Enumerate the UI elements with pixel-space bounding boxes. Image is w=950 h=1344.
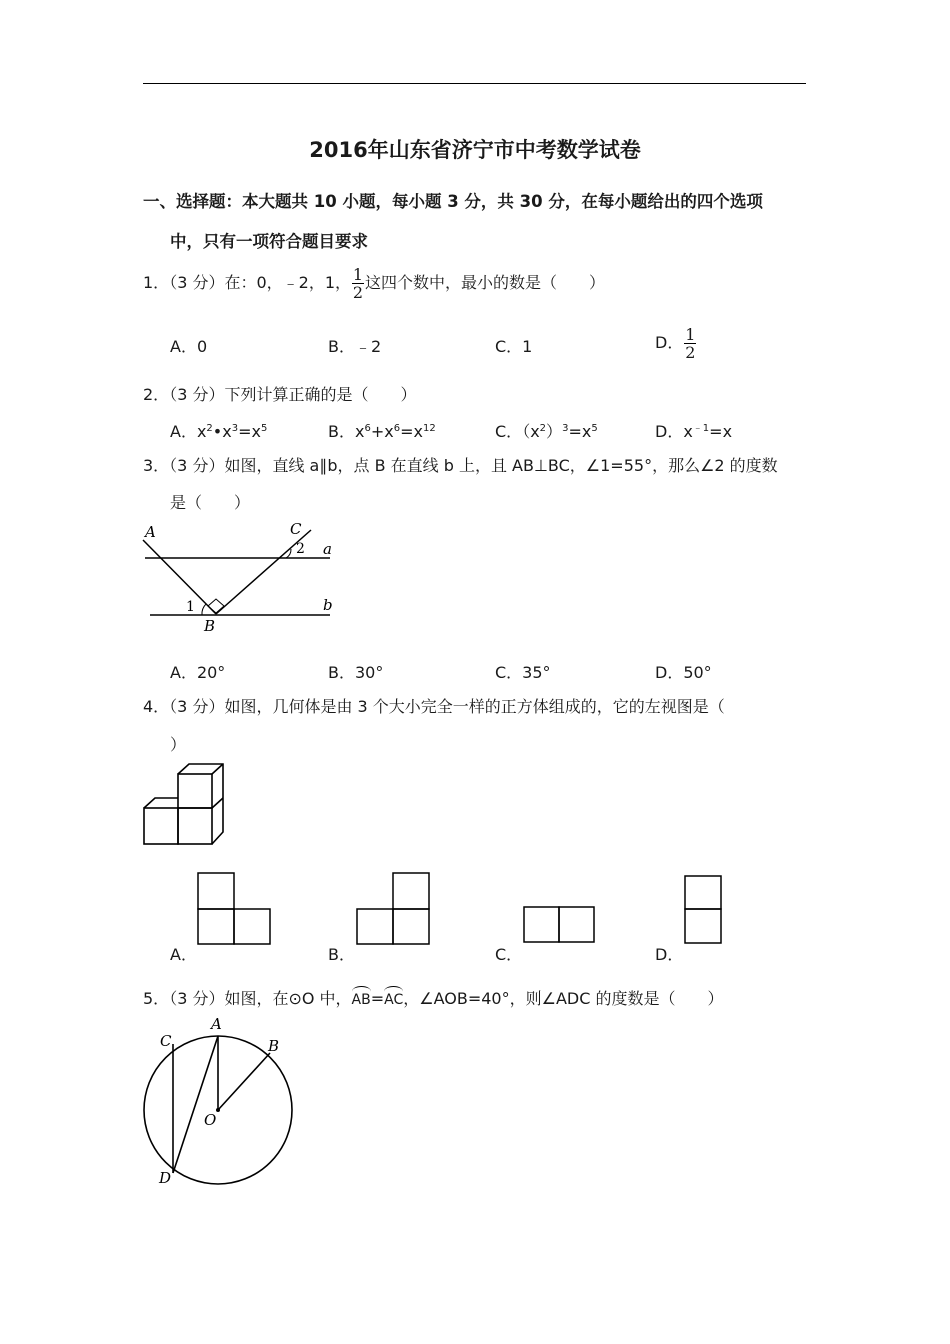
q1-option-d-fraction: [684, 326, 696, 361]
q1-fraction: [352, 266, 364, 301]
page-title: 2016年山东省济宁市中考数学试卷: [309, 138, 641, 162]
q5-arc-ab: AB: [352, 989, 371, 1008]
q4-text-line2: ）: [170, 735, 187, 754]
q2-option-c: C．$(x^2)^3=x^5$: [495, 422, 598, 441]
q1-text-a: （3 分）在：0，﹣2，1，: [169, 273, 351, 292]
q2-option-a: A．$x^2•x^3=x^5$: [170, 422, 268, 441]
q4-option-c: C．: [495, 945, 523, 964]
q5-circle-figure: [140, 1015, 300, 1190]
q1-number: 1．: [143, 273, 170, 292]
section-heading-line1: 一、选择题：本大题共 10 小题，每小题 3 分，共 30 分，在每小题给出的四个选项: [143, 192, 763, 211]
q3-label-B: B: [204, 617, 216, 635]
q4-text-line1: 4．（3 分）如图，几何体是由 3 个大小完全一样的正方体组成的，它的左视图是（: [143, 697, 725, 716]
q2-number: 2．: [143, 385, 170, 404]
q4-option-b-figure: [356, 872, 431, 946]
q5-label-A: A: [211, 1015, 222, 1033]
q3-label-angle-2: 2: [296, 541, 305, 557]
q3-text-line1: 3．（3 分）如图，直线 a∥b，点 B 在直线 b 上，且 AB⊥BC，∠1=55°，那么∠2 的度数: [143, 456, 778, 475]
q5-label-D: D: [159, 1169, 172, 1187]
q1-opt-frac-den: 2: [685, 343, 696, 362]
q4-option-c-figure: [523, 906, 595, 944]
q4-cubes-figure: [142, 762, 227, 848]
q5-number: 5．: [143, 989, 170, 1008]
question-2: [143, 382, 416, 405]
q3-text-line2: 是（ ）: [170, 493, 251, 512]
q4-option-a: A．: [170, 945, 197, 964]
q2-option-d: D．$x^{﹣1}=x$: [655, 422, 733, 441]
q5-arc-ac: AC: [384, 989, 403, 1008]
q1-option-d-label: D．: [655, 333, 684, 352]
q1-option-b: B．﹣2: [328, 337, 382, 356]
q3-option-c: C．35°: [495, 663, 551, 682]
q5-label-C: C: [160, 1032, 172, 1050]
q4-option-d-figure: [684, 875, 724, 945]
q1-text-b: 这四个数中，最小的数是（ ）: [365, 273, 606, 292]
q1-frac-den: 2: [352, 283, 364, 302]
q3-label-angle-1: 1: [186, 599, 195, 615]
q3-option-a: A．20°: [170, 663, 226, 682]
q1-option-c: C．1: [495, 337, 533, 356]
q4-option-d: D．: [655, 945, 684, 964]
q3-label-b: b: [323, 596, 333, 614]
q5-text-a: （3 分）如图，在⊙O 中，: [169, 989, 352, 1008]
q3-option-d: D．50°: [655, 663, 712, 682]
q3-label-A: A: [145, 523, 156, 541]
q3-label-a: a: [323, 540, 332, 558]
q1-option-a: A．0: [170, 337, 208, 356]
question-1: [143, 266, 605, 301]
q2-text: （3 分）下列计算正确的是（ ）: [169, 385, 417, 404]
q1-option-d: [655, 326, 697, 361]
q2-option-b: B．$x^6+x^6=x^{12}$: [328, 422, 436, 441]
section-heading-line2: 中，只有一项符合题目要求: [170, 232, 368, 251]
q4-option-a-figure: [197, 872, 272, 946]
q3-label-C: C: [290, 520, 302, 538]
q1-frac-num: 1: [352, 265, 364, 284]
q5-label-O: O: [204, 1111, 217, 1129]
q1-opt-frac-num: 1: [685, 325, 696, 344]
q3-parallel-lines-figure: [140, 518, 340, 638]
question-5: [143, 986, 723, 1009]
q4-option-b: B．: [328, 945, 355, 964]
q3-option-b: B．30°: [328, 663, 384, 682]
q5-equals: =: [370, 989, 385, 1008]
q5-label-B: B: [268, 1037, 280, 1055]
header-rule: [143, 83, 806, 84]
q5-text-b: ，∠AOB=40°，则∠ADC 的度数是（ ）: [403, 989, 724, 1008]
